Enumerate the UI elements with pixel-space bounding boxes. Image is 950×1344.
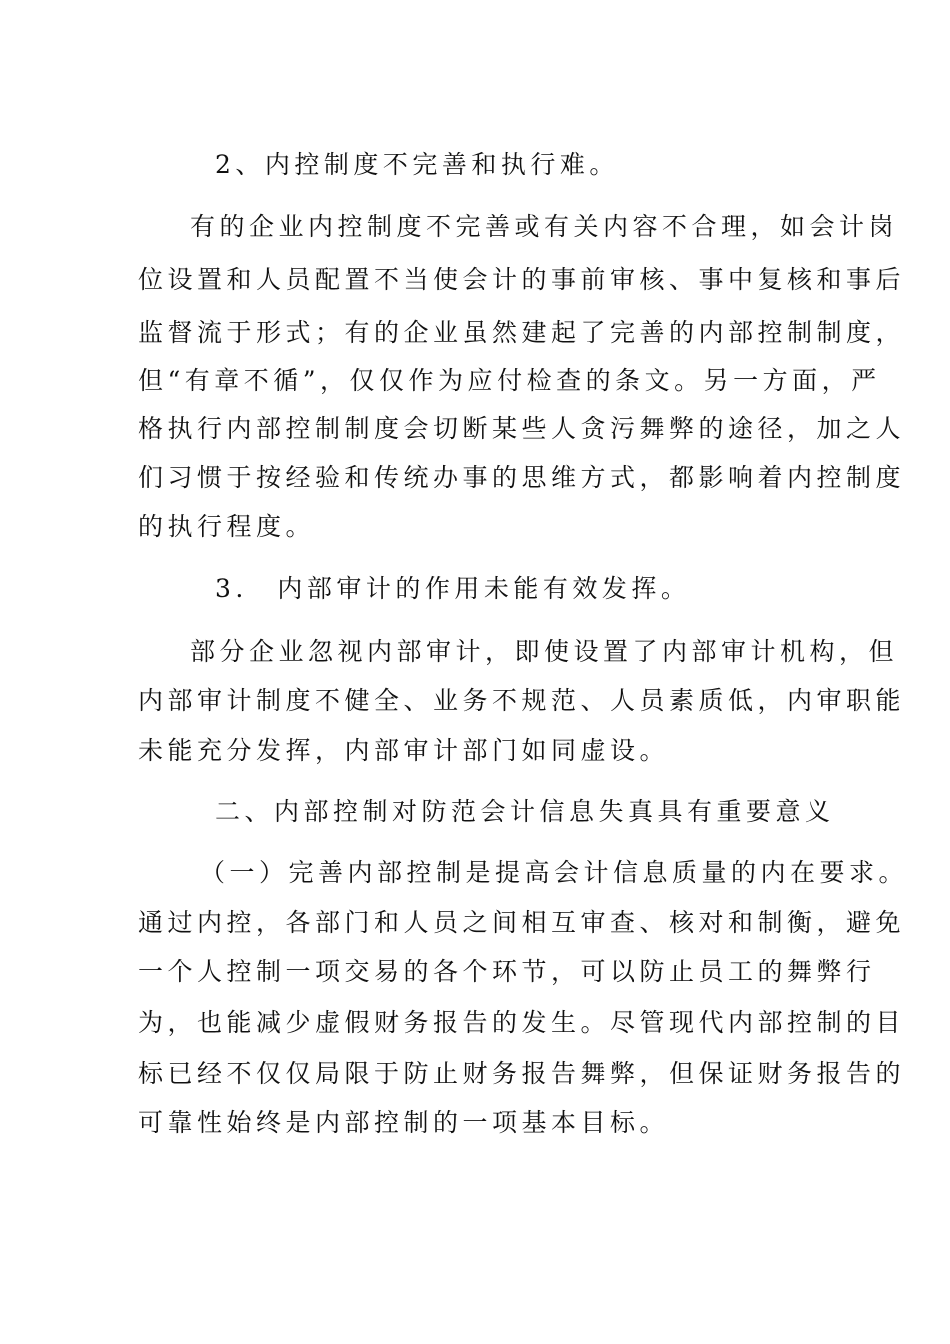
paragraph-line: 一个人控制一项交易的各个环节，可以防止员工的舞弊行 xyxy=(138,957,876,986)
paragraph-line: 为，也能减少虚假财务报告的发生。尽管现代内部控制的目 xyxy=(138,1008,906,1037)
paragraph-line: 们习惯于按经验和传统办事的思维方式，都影响着内控制度 xyxy=(138,463,906,492)
paragraph-line: 格执行内部控制制度会切断某些人贪污舞弊的途径，加之人 xyxy=(138,414,906,443)
paragraph-line: 的执行程度。 xyxy=(138,512,316,541)
paragraph-line: 监督流于形式；有的企业虽然建起了完善的内部控制制度， xyxy=(138,318,906,347)
paragraph-line: 但“有章不循”，仅仅作为应付检查的条文。另一方面，严 xyxy=(138,366,881,395)
paragraph-line: 位设置和人员配置不当使会计的事前审核、事中复核和事后 xyxy=(138,265,906,294)
subheading-2: 2、内控制度不完善和执行难。 xyxy=(215,150,619,179)
subsection-heading: （一）完善内部控制是提高会计信息质量的内在要求。 xyxy=(200,858,909,887)
paragraph-line: 部分企业忽视内部审计，即使设置了内部审计机构，但 xyxy=(190,637,899,666)
paragraph-line: 有的企业内控制度不完善或有关内容不合理，如会计岗 xyxy=(190,212,899,241)
paragraph-line: 可靠性始终是内部控制的一项基本目标。 xyxy=(138,1108,670,1137)
subheading-3: 3. 内部审计的作用未能有效发挥。 xyxy=(215,574,691,603)
paragraph-line: 内部审计制度不健全、业务不规范、人员素质低，内审职能 xyxy=(138,686,906,715)
paragraph-line: 未能充分发挥，内部审计部门如同虚设。 xyxy=(138,736,670,765)
paragraph-line: 标已经不仅仅局限于防止财务报告舞弊，但保证财务报告的 xyxy=(138,1059,906,1088)
section-heading: 二、内部控制对防范会计信息失真具有重要意义 xyxy=(215,797,835,826)
paragraph-line: 通过内控，各部门和人员之间相互审查、核对和制衡，避免 xyxy=(138,908,906,937)
